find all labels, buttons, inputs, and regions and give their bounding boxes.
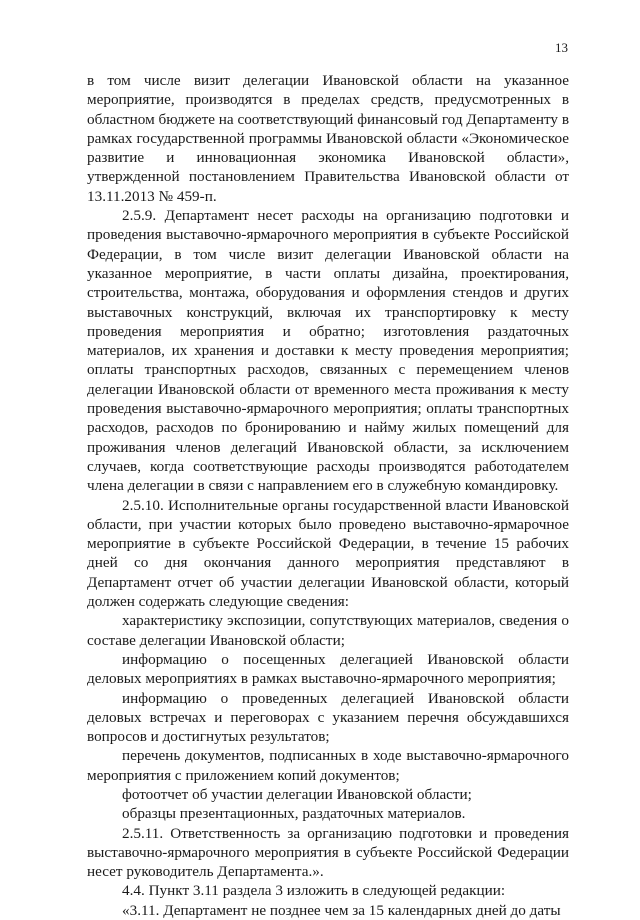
- paragraph-2-5-11: 2.5.11. Ответственность за организацию подготовки и проведения выставочно-ярмарочного мероприятия в субъекте Российской Федерации несет руководитель Департамента.».: [87, 824, 569, 881]
- paragraph-report-item-photo: фотоотчет об участии делегации Ивановской области;: [122, 785, 472, 803]
- paragraph-4-4: 4.4. Пункт 3.11 раздела 3 изложить в следующей редакции:: [122, 882, 506, 900]
- paragraph-report-item-events: информацию о посещенных делегацией Ивановской области деловых мероприятиях в рамках выставочно-ярмарочного мероприятия;: [87, 650, 569, 688]
- paragraph-report-item-exposition: характеристику экспозиции, сопутствующих материалов, сведения о составе делегации Ивановской области;: [87, 612, 569, 649]
- paragraph-2-5-9: 2.5.9. Департамент несет расходы на организацию подготовки и проведения выставочно-ярмарочного мероприятия в субъекте Российской Федерации, в том числе визит делегации Ивановской области на указанное мероприятие, в части оплаты дизайна, проектирования, строительства, монтажа, оборудования и оформления стендов и других выставочных конструкций, включая их транспортировку к месту проведения мероприятия и обратно; изготовления раздаточных материалов, их хранения и доставки к месту проведения мероприятия; оплаты транспортных расходов, связанных с перемещением членов делегации Ивановской области от временного места проживания к месту проведения выставочно-ярмарочного мероприятия; оплаты транспортных расходов, расходов по бронированию и найму жилых помещений для проживания членов делегаций Ивановской области, за исключением случаев, когда соответствующие расходы производятся работодателем члена делегации в связи с направлением его в служебную командировку.: [87, 207, 569, 495]
- paragraph-2-5-10: 2.5.10. Исполнительные органы государственной власти Ивановской области, при участии которых было проведено выставочно-ярмарочное мероприятие в субъекте Российской Федерации, в течение 15 рабочих дней со дня окончания данного мероприятия представляют в Департамент отчет об участии делегации Ивановской области, который должен содержать следующие сведения:: [87, 496, 569, 611]
- paragraph-continuation: в том числе визит делегации Ивановской области на указанное мероприятие, производятся в пределах средств, предусмотренных в областном бюджете на соответствующий финансовый год Департаменту в рамках государственной программы Ивановской области «Экономическое развитие и инновационная экономика Ивановской области», утвержденной постановлением Правительства Ивановской области от 13.11.2013 № 459-п.: [87, 72, 569, 205]
- paragraph-3-11: «3.11. Департамент не позднее чем за 15 календарных дней до даты: [122, 901, 561, 919]
- paragraph-report-item-documents: перечень документов, подписанных в ходе выставочно-ярмарочного мероприятия с приложением копий документов;: [87, 747, 569, 784]
- document-body: [87, 71, 569, 920]
- paragraph-report-item-samples: образцы презентационных, раздаточных материалов.: [122, 805, 466, 823]
- page-number: 13: [555, 40, 568, 55]
- paragraph-report-item-meetings: информацию о проведенных делегацией Ивановской области деловых встречах и переговорах с указанием перечня обсуждавшихся вопросов и достигнутых результатов;: [87, 689, 569, 746]
